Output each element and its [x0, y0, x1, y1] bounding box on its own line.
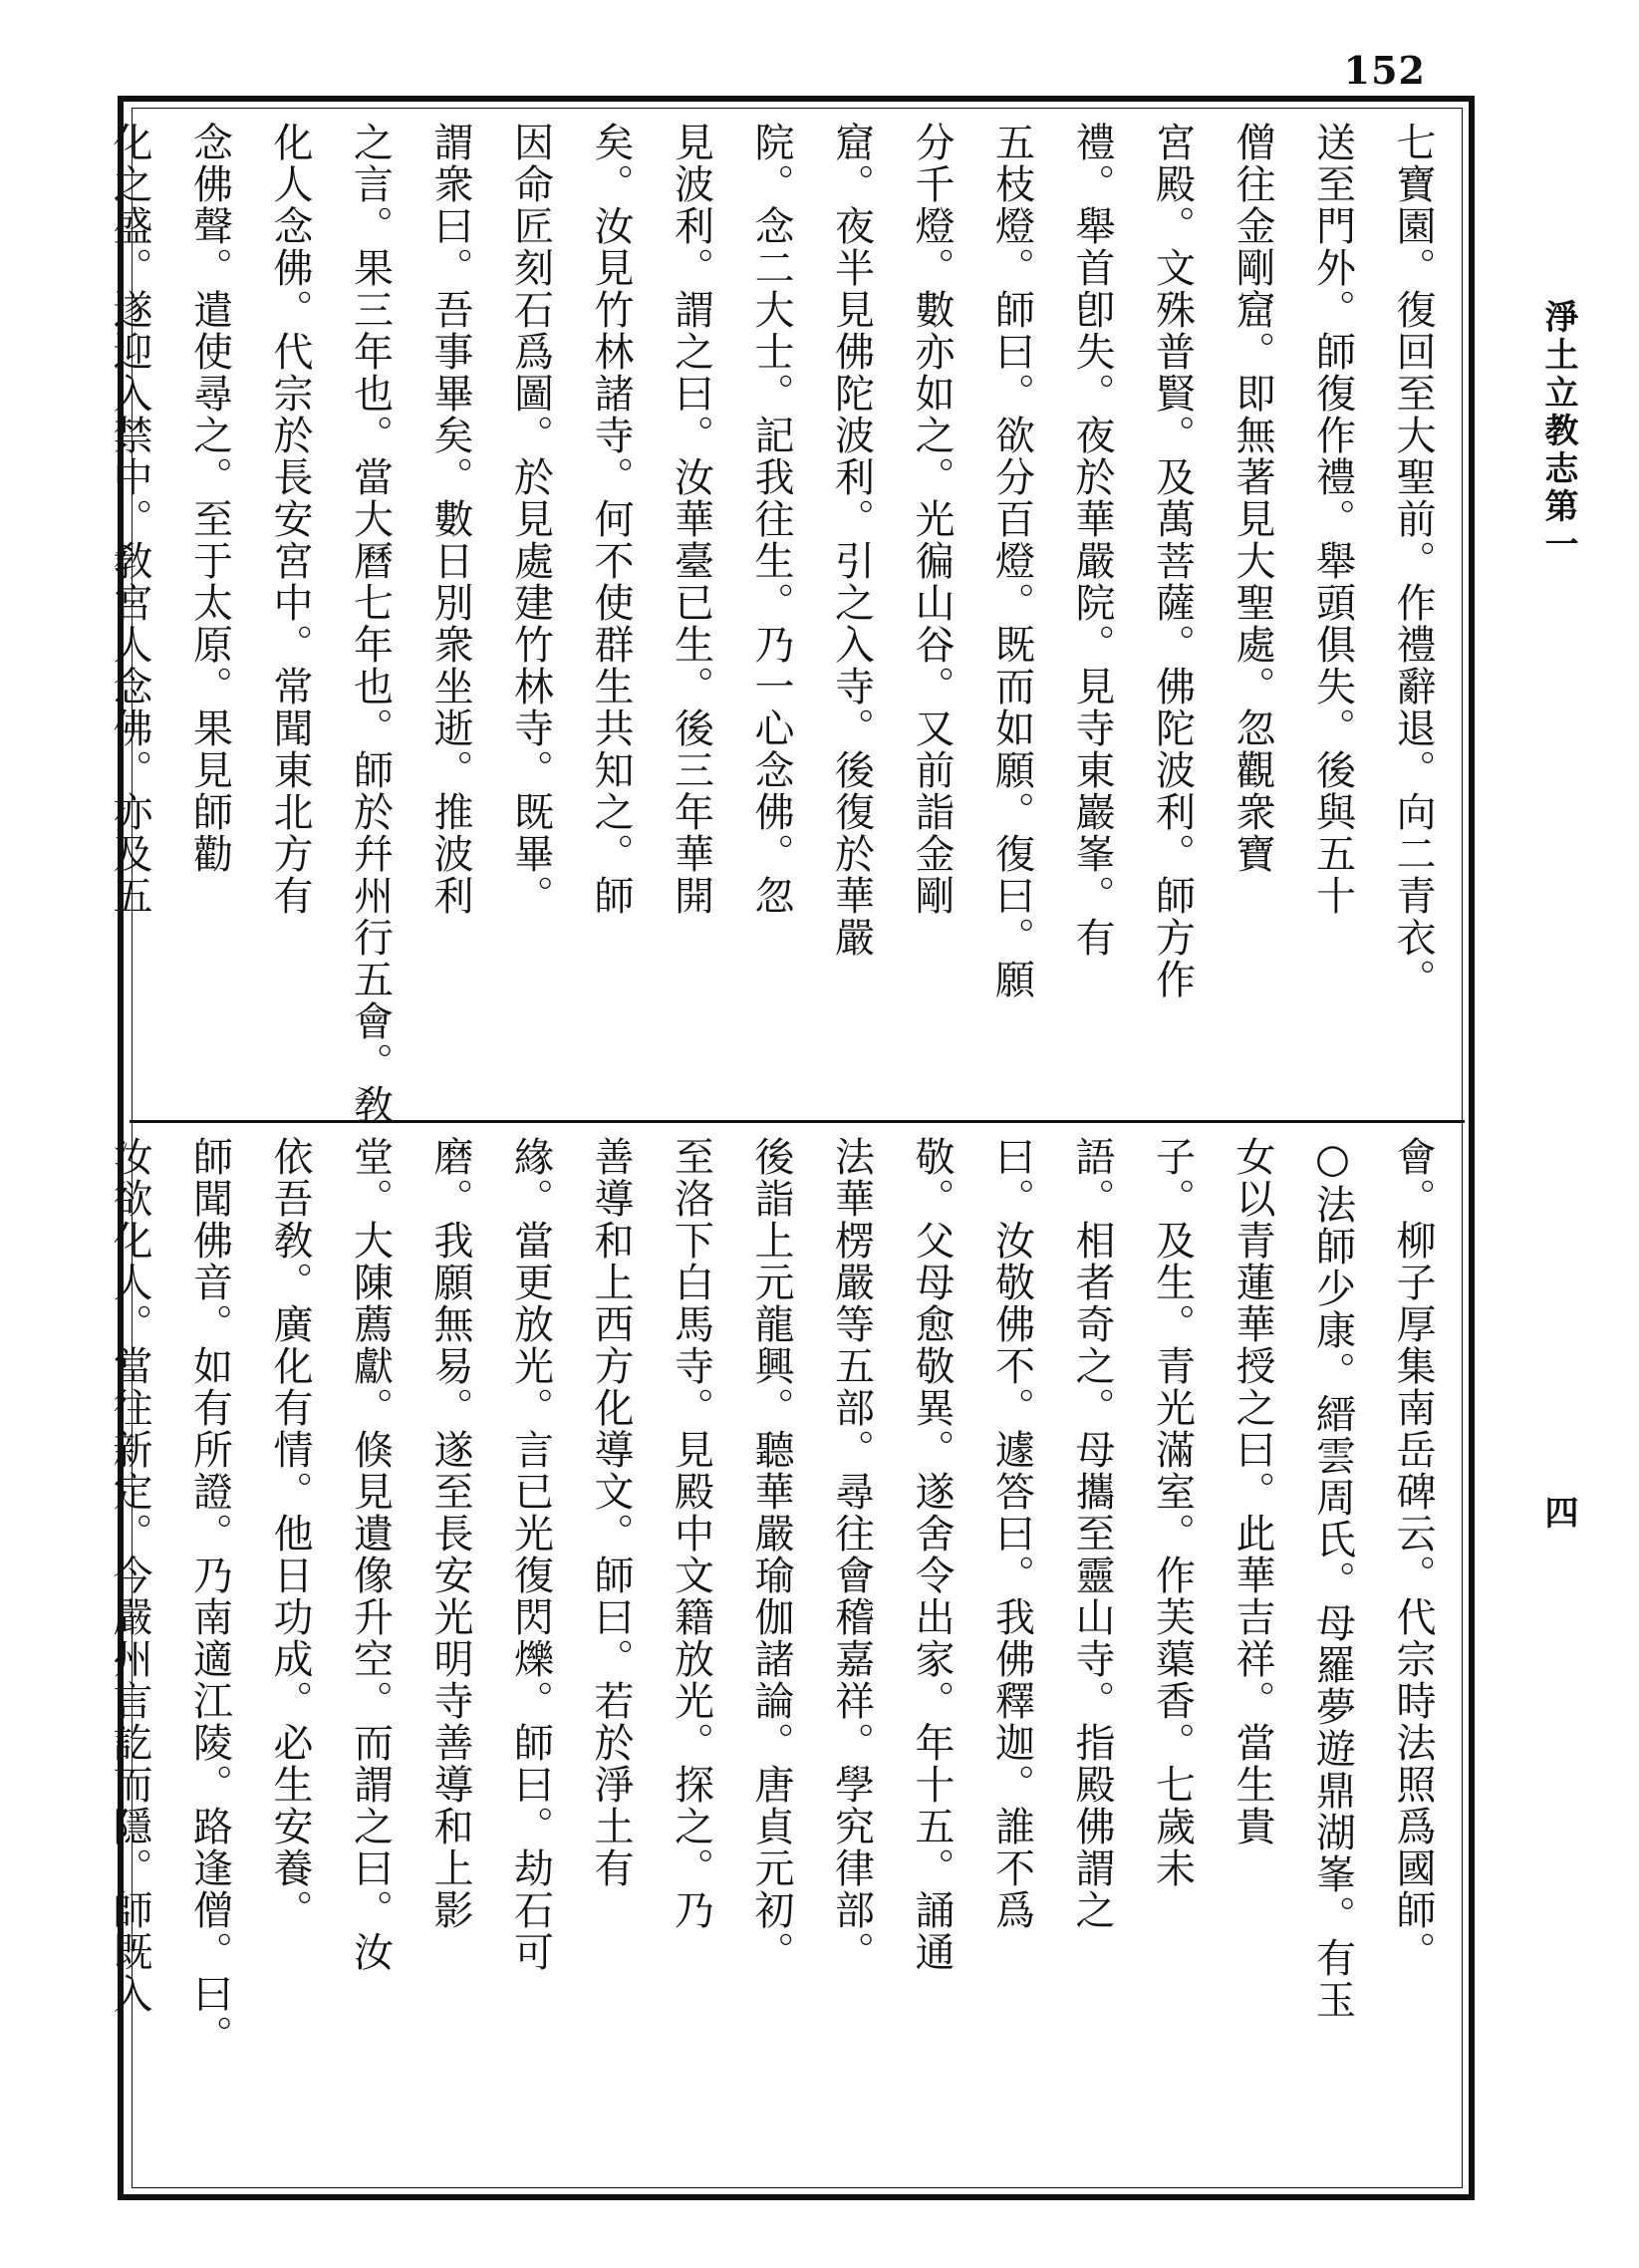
page-number: 152 [1343, 48, 1426, 93]
chapter-number: 四 [1538, 1495, 1578, 1529]
text-column: 師聞佛音。如有所證。乃南適江陵。路逢僧。曰。 [186, 1136, 233, 2057]
text-column: 窟。夜半見佛陀波利。引之入寺。後復於華嚴 [828, 122, 875, 959]
text-column: 後詣上元龍興。聽華嚴瑜伽諸論。唐貞元初。 [748, 1136, 794, 1973]
text-column: 五枝燈。師曰。欲分百燈。既而如願。復曰。願 [988, 122, 1035, 1000]
text-column: 汝欲化人。當往新定。今嚴州言訖而隱。師既入 [107, 1136, 152, 2015]
text-column: 化人念佛。代宗於長安宮中。常聞東北方有 [267, 122, 313, 917]
text-column: 至洛下白馬寺。見殿中文籍放光。探之。乃 [668, 1136, 714, 1931]
text-column: 曰。汝敬佛不。遽答曰。我佛釋迦。誰不爲 [988, 1136, 1035, 1931]
text-column: 矣。汝見竹林諸寺。何不使群生共知之。師 [588, 122, 634, 917]
lower-text-block [107, 1136, 1453, 2180]
text-column: 送至門外。師復作禮。舉頭俱失。後與五十 [1309, 122, 1356, 917]
text-column: 因命匠刻石爲圖。於見處建竹林寺。既畢。 [507, 122, 554, 917]
text-column: 磨。我願無易。遂至長安光明寺善導和上影 [427, 1136, 473, 1931]
text-column: 敬。父母愈敬異。遂舍令出家。年十五。誦通 [909, 1136, 955, 1973]
text-column: 謂衆曰。吾事畢矣。數日別衆坐逝。推波利 [427, 122, 473, 917]
text-column: 七寶園。復回至大聖前。作禮辭退。向二青衣。 [1390, 122, 1436, 1000]
text-column: 念佛聲。遣使尋之。至于太原。果見師勸 [186, 122, 233, 875]
text-column: 化之盛。遂迎入禁中。敎宮人念佛。亦及五 [107, 122, 152, 917]
text-column: 善導和上西方化導文。師曰。若於淨土有 [588, 1136, 634, 1889]
text-column: 禮。舉首卽失。夜於華嚴院。見寺東巖峯。有 [1069, 122, 1115, 959]
text-column: 緣。當更放光。言已光復閃爍。師曰。劫石可 [507, 1136, 554, 1973]
text-column: 會。柳子厚集南岳碑云。代宗時法照爲國師。 [1390, 1136, 1436, 1973]
text-column: 依吾敎。廣化有情。他日功成。必生安養。 [267, 1136, 313, 1931]
text-column: 見波利。謂之曰。汝華臺已生。後三年華開 [668, 122, 714, 917]
text-column: 院。念二大士。記我往生。乃一心念佛。忽 [748, 122, 794, 917]
text-column: 分千燈。數亦如之。光徧山谷。又前詣金剛 [909, 122, 955, 917]
text-column: 宮殿。文殊普賢。及萬菩薩。佛陀波利。師方作 [1149, 122, 1196, 1000]
text-column: 堂。大陳薦獻。倏見遺像升空。而謂之曰。汝 [347, 1136, 394, 1973]
text-column: 子。及生。青光滿室。作芙蕖香。七歲未 [1149, 1136, 1196, 1889]
text-column: 僧往金剛窟。即無著見大聖處。忽觀衆寶 [1229, 122, 1275, 875]
upper-text-block [107, 122, 1453, 1126]
section-divider [130, 1120, 1465, 1123]
text-column: 法華楞嚴等五部。尋往會稽嘉祥。學究律部。 [828, 1136, 875, 1973]
text-column: ○法師少康。縉雲周氏。母羅夢遊鼎湖峯。有玉 [1309, 1136, 1356, 2021]
book-title: 淨土立教志第一 [1538, 299, 1578, 564]
text-column: 女以青蓮華授之曰。此華吉祥。當生貴 [1229, 1136, 1275, 1847]
text-column: 語。相者奇之。母攜至靈山寺。指殿佛謂之 [1069, 1136, 1115, 1931]
text-column: 之言。果三年也。當大曆七年也。師於幷州行五會。敎 [347, 122, 394, 1126]
